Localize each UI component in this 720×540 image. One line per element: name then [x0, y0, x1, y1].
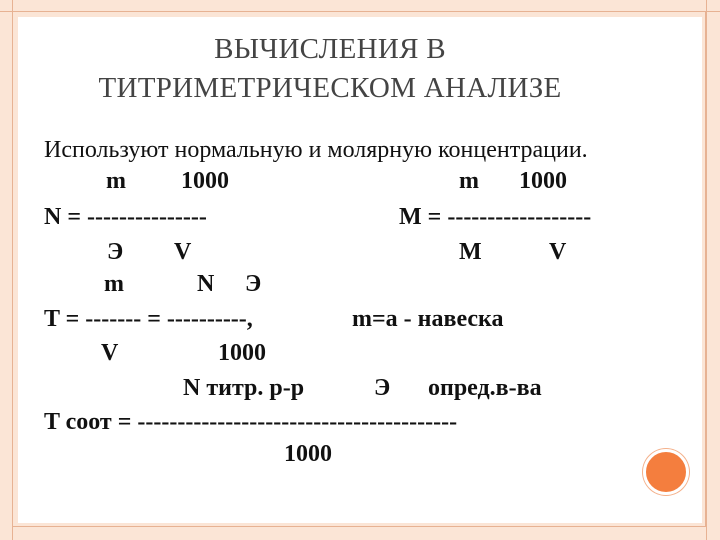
molar-den-m: M: [459, 239, 482, 265]
normal-den-v: V: [174, 239, 192, 265]
mass-note: m=a - навеска: [352, 306, 504, 332]
titer-num-m: m: [104, 271, 124, 297]
top-rule: [0, 11, 720, 12]
title-line-1: ВЫЧИСЛЕНИЯ В: [214, 33, 446, 65]
normal-num-m: m: [106, 168, 126, 194]
ratio-num-e: Э: [374, 375, 391, 401]
titer-formula: T = ------- = ----------,: [44, 306, 253, 332]
normal-den-e: Э: [107, 239, 124, 265]
molar-formula: M = ------------------: [399, 204, 592, 230]
normal-formula: N = ---------------: [44, 204, 207, 230]
ratio-den-1000: 1000: [284, 441, 332, 467]
ratio-num-det: опред.в-ва: [428, 375, 542, 401]
titer-num-e: Э: [245, 271, 262, 297]
titer-den-v: V: [101, 340, 119, 366]
right-rule: [706, 0, 707, 540]
title-line-2: ТИТРИМЕТРИЧЕСКОМ АНАЛИЗЕ: [98, 72, 562, 104]
molar-num-m: m: [459, 168, 479, 194]
ratio-formula: T соот = ----------------------------------------: [44, 409, 458, 435]
left-rule: [12, 0, 13, 540]
intro-text: Используют нормальную и молярную концентрации.: [44, 137, 588, 163]
orange-circle-decoration: [643, 449, 689, 495]
molar-num-1000: 1000: [519, 168, 567, 194]
titer-num-n: N: [197, 271, 215, 297]
titer-den-1000: 1000: [218, 340, 266, 366]
molar-den-v: V: [549, 239, 567, 265]
normal-num-1000: 1000: [181, 168, 229, 194]
ratio-num-n: N титр. р-р: [183, 375, 305, 401]
